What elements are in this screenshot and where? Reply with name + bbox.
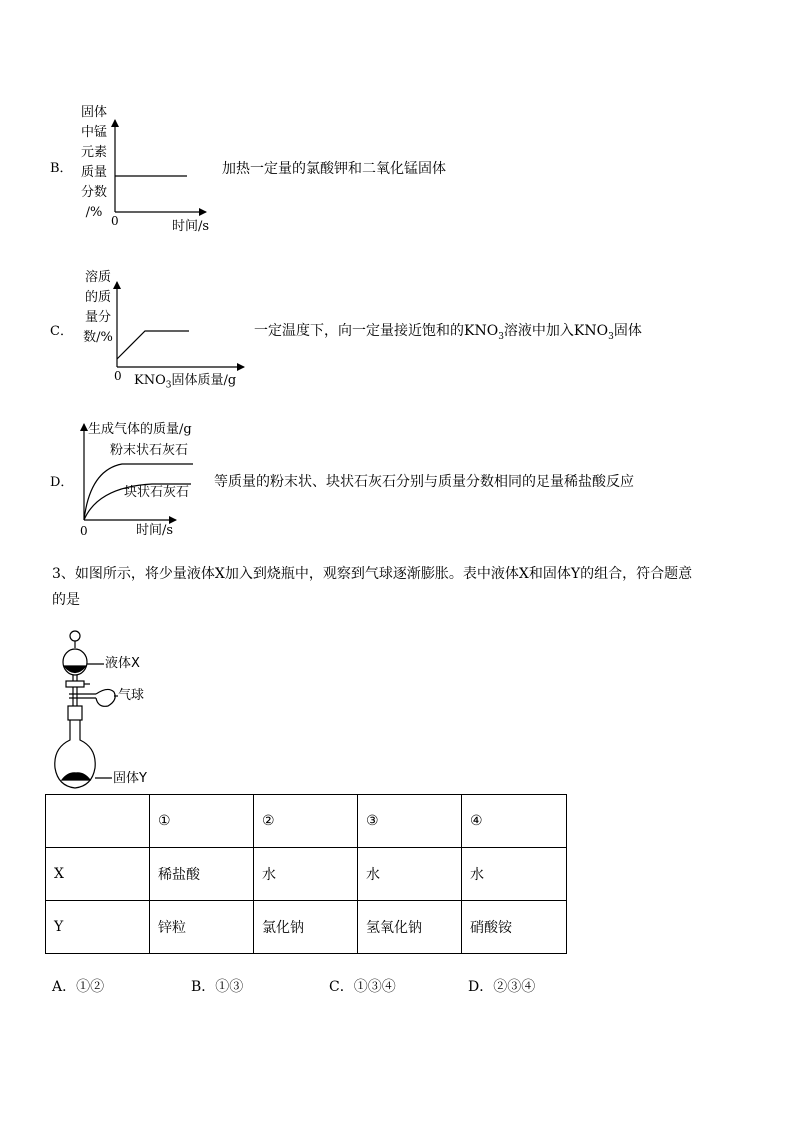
table-header-row — [46, 795, 567, 848]
solid-y — [62, 773, 90, 780]
table-cell: 硝酸铵 — [462, 901, 567, 954]
apparatus — [55, 631, 118, 788]
table-row — [46, 901, 567, 954]
graph-b-description: 加热一定量的氯酸钾和二氧化锰固体 — [222, 161, 446, 177]
answer-option-d[interactable]: D．②③④ — [468, 979, 536, 995]
graph-c-data-line — [117, 331, 189, 359]
graph-c-x-axis-label: $KNO_3$固体质量/g — [134, 373, 237, 391]
graph-c-description: 一定温度下，向一定量接近饱和的$KNO_3$溶液中加入$KNO_3$固体 — [254, 323, 642, 342]
table-cell: 氯化钠 — [254, 901, 358, 954]
table-cell: 锌粒 — [150, 901, 254, 954]
graph-c-y-axis-label: 溶质 的质 量分 数/% — [83, 270, 113, 345]
graph-b-x-axis-label: 时间/s — [172, 219, 210, 234]
balloon — [96, 689, 115, 706]
graph-d-origin: 0 — [80, 524, 88, 538]
combination-table — [45, 794, 567, 954]
table-cell: ④ — [462, 795, 567, 848]
table-cell: Y — [46, 901, 150, 954]
stopper-knob — [70, 631, 80, 641]
graph-d-description: 等质量的粉末状、块状石灰石分别与质量分数相同的足量稀盐酸反应 — [214, 474, 634, 490]
graph-b-axes — [115, 120, 206, 212]
label-liquid-x: 液体X — [105, 656, 140, 671]
graph-d-y-axis-label: 生成气体的质量/g — [88, 422, 192, 437]
table-cell — [46, 795, 150, 848]
graph-c-origin: 0 — [114, 369, 122, 383]
option-letter-b: B． — [50, 161, 73, 176]
graph-b-origin: 0 — [111, 214, 119, 228]
option-letter-c: C． — [50, 324, 73, 339]
stopcock — [66, 681, 84, 687]
graph-d-axes — [84, 424, 193, 520]
table-row — [46, 848, 567, 901]
label-balloon: 气球 — [118, 688, 145, 703]
curve-powder — [84, 464, 193, 520]
answer-option-a[interactable]: A．①② — [52, 979, 105, 995]
table-cell: 水 — [462, 848, 567, 901]
table-cell: 水 — [358, 848, 462, 901]
label-solid-y: 固体Y — [113, 771, 147, 786]
curve-label-lump: 块状石灰石 — [124, 485, 190, 500]
table-cell: 水 — [254, 848, 358, 901]
table-cell: 稀盐酸 — [150, 848, 254, 901]
question-3-line-1: 3、如图所示，将少量液体X加入到烧瓶中，观察到气球逐渐膨胀。表中液体X和固体Y的组合，符合题意 — [52, 566, 693, 582]
table-cell: ② — [254, 795, 358, 848]
curve-label-powder: 粉末状石灰石 — [110, 443, 189, 458]
curve-lump — [84, 484, 191, 520]
table-cell: ① — [150, 795, 254, 848]
graph-d-x-axis-label: 时间/s — [136, 523, 174, 538]
option-letter-d: D． — [50, 475, 74, 490]
graph-b-y-axis-label: 固体 中锰 元素 质量 分数 /% — [80, 105, 107, 220]
table-cell: ③ — [358, 795, 462, 848]
answer-option-c[interactable]: C．①③④ — [329, 979, 396, 995]
table-cell: 氢氧化钠 — [358, 901, 462, 954]
rubber-stopper — [68, 706, 82, 720]
graph-c-axes — [117, 282, 244, 367]
question-3-line-2: 的是 — [52, 592, 80, 608]
answer-option-b[interactable]: B．①③ — [191, 979, 244, 995]
table-cell: X — [46, 848, 150, 901]
